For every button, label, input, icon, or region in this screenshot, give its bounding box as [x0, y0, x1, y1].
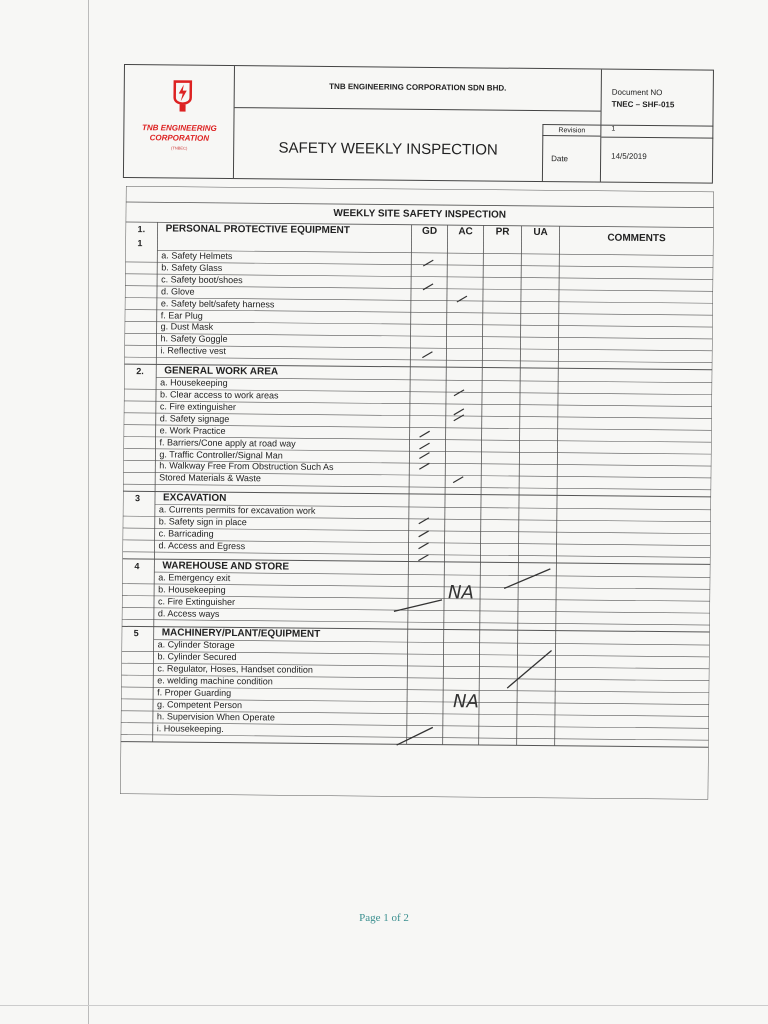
checklist-item: e. Safety belt/safety harness	[160, 297, 275, 310]
grid-line	[125, 309, 713, 315]
logo-cell	[124, 65, 235, 178]
checklist-item: h. Safety Goggle	[160, 333, 228, 345]
grid-line	[154, 491, 155, 559]
checklist-item: a. Safety Helmets	[161, 250, 233, 262]
tick-mark	[453, 477, 463, 483]
column-header-comments: COMMENTS	[607, 232, 666, 245]
section-title: PERSONAL PROTECTIVE EQUIPMENT	[165, 223, 350, 237]
tick-mark	[423, 284, 433, 290]
grid-line	[517, 630, 518, 745]
grid-line	[480, 495, 481, 563]
checklist-item: e. Work Practice	[159, 425, 226, 436]
column-header-ac: AC	[458, 226, 473, 238]
section-number: 4	[134, 560, 140, 571]
grid-line	[121, 735, 709, 741]
checklist-item: a. Housekeeping	[160, 377, 228, 389]
tick-mark	[419, 443, 429, 449]
grid-line	[408, 494, 409, 562]
grid-line	[122, 619, 710, 625]
grid-line	[125, 286, 713, 292]
checklist-item: g. Traffic Controller/Signal Man	[159, 448, 283, 461]
doc-no: TNEC – SHF-015	[611, 99, 675, 110]
na-strike-left	[397, 727, 433, 745]
grid-line	[120, 186, 126, 794]
grid-line	[123, 484, 711, 490]
grid-line	[154, 640, 710, 645]
grid-line	[444, 562, 445, 630]
grid-line	[120, 794, 708, 800]
section-title: MACHINERY/PLANT/EQUIPMENT	[161, 627, 321, 641]
grid-line	[518, 495, 519, 563]
document-info	[600, 70, 714, 183]
section-number: 3	[134, 493, 141, 504]
tick-mark	[454, 390, 464, 396]
grid-line	[444, 494, 445, 562]
page-title: SAFETY WEEKLY INSPECTION	[278, 139, 498, 159]
tick-mark	[419, 463, 429, 469]
na-strike-right	[507, 650, 551, 688]
handwritten-na: NA	[452, 691, 479, 713]
grid-line	[556, 495, 557, 563]
tick-mark	[419, 453, 429, 459]
company-name: TNB ENGINEERING CORPORATION SDN BHD.	[235, 66, 601, 112]
divider	[601, 137, 713, 139]
checklist-item: g. Dust Mask	[160, 321, 214, 333]
grid-line	[126, 186, 714, 192]
checklist-item: b. Housekeeping	[158, 584, 226, 595]
checklist-item: c. Fire Extinguisher	[157, 595, 236, 607]
checklist-item: b. Safety sign in place	[158, 516, 247, 528]
grid-line	[156, 222, 157, 364]
grid-line	[556, 563, 557, 631]
divider	[601, 125, 713, 127]
tick-mark	[457, 296, 467, 302]
section-title: WAREHOUSE AND STORE	[162, 560, 290, 573]
handwritten-na: NA	[448, 581, 474, 604]
checklist-item: h. Supervision When Operate	[156, 711, 276, 723]
grid-line	[156, 377, 712, 382]
grid-line	[410, 225, 411, 367]
column-header-pr: PR	[495, 226, 510, 238]
grid-line	[153, 627, 154, 742]
checklist-item: c. Regulator, Hoses, Handset condition	[157, 663, 314, 676]
section-number: 1.	[137, 224, 146, 235]
grid-line	[555, 631, 556, 746]
grid-line	[154, 559, 155, 627]
sheet-title: WEEKLY SITE SAFETY INSPECTION	[333, 207, 507, 221]
tnb-logo-icon	[170, 79, 194, 119]
checklist-item: i. Housekeeping.	[156, 723, 224, 734]
checklist-item: Stored Materials & Waste	[159, 472, 261, 484]
checklist-item: d. Safety signage	[159, 413, 230, 424]
section-subnumber: 1	[137, 238, 143, 249]
grid-line	[408, 562, 409, 630]
checklist-item: d. Glove	[160, 286, 195, 297]
grid-line	[708, 192, 714, 800]
inspection-table	[120, 186, 714, 800]
grid-line	[154, 572, 710, 577]
checklist-item: d. Access and Egress	[158, 540, 246, 552]
date-label: Date	[542, 136, 600, 183]
tick-mark	[454, 409, 464, 415]
grid-line	[558, 226, 559, 368]
tick-mark	[418, 555, 428, 561]
grid-line	[407, 629, 408, 744]
checklist-item: h. Walkway Free From Obstruction Such As	[159, 460, 334, 473]
tick-mark	[419, 543, 429, 549]
grid-line	[482, 225, 483, 367]
checklist-item: c. Safety boot/shoes	[161, 274, 243, 285]
checklist-item: b. Safety Glass	[161, 262, 223, 273]
grid-line	[124, 357, 712, 363]
checklist-item: c. Barricading	[158, 528, 214, 539]
checklist-item: c. Fire extinguisher	[159, 401, 236, 412]
tick-mark	[420, 431, 430, 437]
grid-line	[479, 630, 480, 745]
na-strike-left	[394, 599, 442, 611]
grid-line	[443, 629, 444, 744]
section-title: GENERAL WORK AREA	[164, 365, 279, 378]
section-title: EXCAVATION	[162, 492, 227, 505]
checklist-item: a. Emergency exit	[158, 572, 231, 583]
grid-line	[446, 225, 447, 367]
revision-value: 1	[611, 125, 616, 133]
doc-no-label: Document NO	[611, 87, 663, 98]
tick-mark	[419, 531, 429, 537]
grid-line	[122, 552, 710, 558]
na-strike-right	[504, 568, 550, 588]
checklist-item: f. Proper Guarding	[157, 687, 232, 699]
grid-line	[520, 226, 521, 368]
checklist-item: g. Competent Person	[156, 699, 243, 711]
grid-line	[518, 563, 519, 631]
checklist-item: f. Ear Plug	[160, 309, 203, 321]
checklist-item: a. Cylinder Storage	[157, 639, 235, 651]
grid-line	[121, 742, 709, 748]
checklist-item: a. Currents permits for excavation work	[158, 504, 316, 517]
logo-name: TNB ENGINEERING CORPORATION	[142, 123, 217, 143]
tick-mark	[423, 260, 433, 266]
section-number: 5	[133, 628, 139, 639]
page-number: Page 1 of 2	[359, 912, 409, 924]
checklist-item: d. Access ways	[157, 607, 220, 619]
checklist-item: e. welding machine condition	[157, 675, 273, 687]
revision-label: Revision	[542, 124, 600, 137]
column-header-ua: UA	[533, 226, 548, 239]
checklist-item: i. Reflective vest	[160, 345, 226, 357]
column-header-gd: GD	[422, 225, 438, 237]
checklist-item: f. Barriers/Cone apply at road way	[159, 436, 296, 449]
grid-line	[480, 562, 481, 630]
checklist-item: b. Cylinder Secured	[157, 651, 237, 663]
checklist-item: b. Clear access to work areas	[159, 389, 279, 401]
section-number: 2.	[136, 366, 144, 377]
date-value: 14/5/2019	[611, 151, 647, 162]
document-header	[123, 64, 714, 184]
grid-line	[157, 250, 713, 255]
logo-subtext: (TNBEC)	[171, 145, 188, 151]
tick-mark	[422, 352, 432, 358]
